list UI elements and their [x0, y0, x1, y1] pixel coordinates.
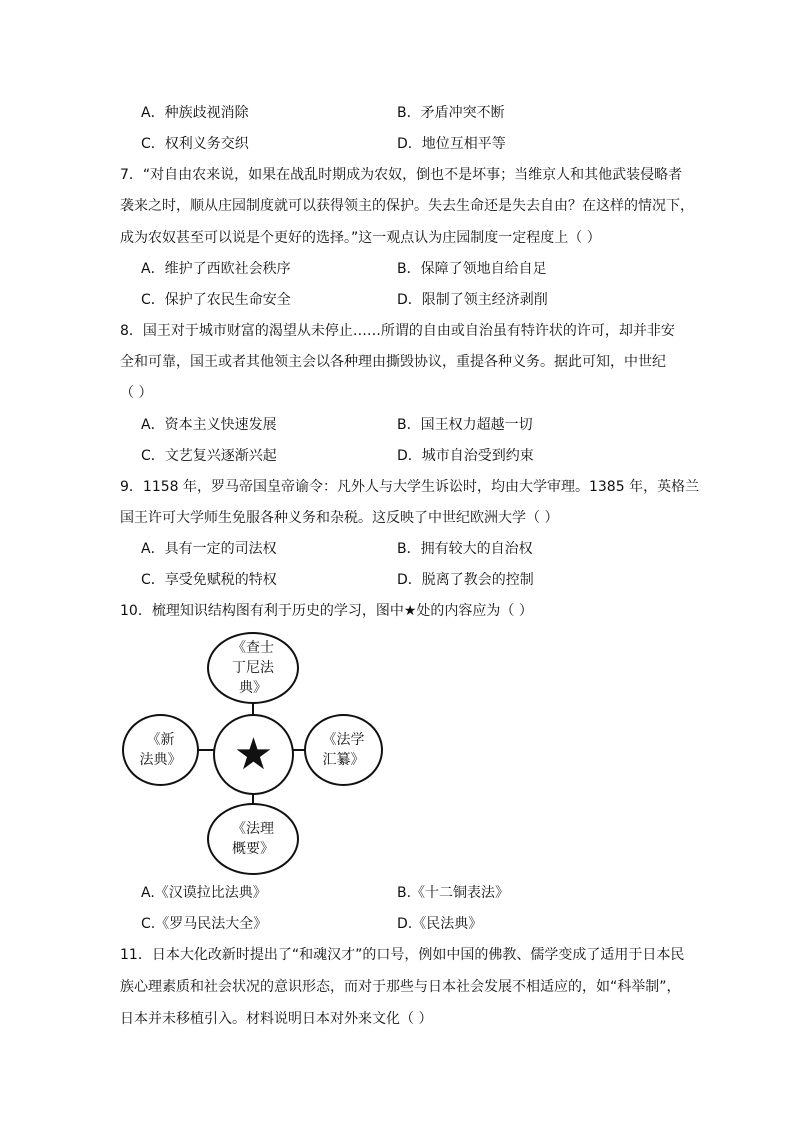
star-icon: ★	[233, 728, 274, 780]
q7-stem-line-1: 7．“对自由农来说，如果在战乱时期成为农奴，倒也不是坏事；当维京人和其他武装侵略者	[120, 167, 683, 183]
q6-option-c: C．权利义务交织	[141, 136, 249, 152]
node-right	[304, 714, 383, 786]
q10-option-b: B.《十二铜表法》	[397, 885, 510, 901]
q7-option-a: A．维护了西欧社会秩序	[141, 261, 291, 277]
node-top	[207, 632, 299, 704]
q10-stem-line-1: 10．梳理知识结构图有利于历史的学习，图中★处的内容应为（ ）	[120, 603, 533, 619]
q7-option-b: B．保障了领地自给自足	[397, 261, 547, 277]
q9-stem-line-1: 9．1158 年，罗马帝国皇帝谕令：凡外人与大学生诉讼时，均由大学审理。1385 年，英格兰	[120, 479, 700, 495]
q9-stem-line-2: 国王许可大学师生免服各种义务和杂税。这反映了中世纪欧洲大学（ ）	[120, 510, 559, 526]
node-center	[213, 714, 294, 795]
q7-option-c: C．保护了农民生命安全	[141, 292, 291, 308]
q6-option-d: D．地位互相平等	[397, 136, 506, 152]
q11-stem-line-1: 11．日本大化改新时提出了“和魂汉才”的口号，例如中国的佛教、儒学变成了适用于日本民	[120, 947, 685, 963]
q10-option-d: D.《民法典》	[397, 916, 483, 932]
q8-stem-line-3: （ ）	[120, 385, 153, 401]
q8-stem-line-1: 8．国王对于城市财富的渴望从未停止……所谓的自由或自治虽有特许状的许可，却并非安	[120, 323, 675, 339]
q10-option-a: A.《汉谟拉比法典》	[141, 885, 267, 901]
node-right-label: 《法学 汇纂》	[322, 732, 365, 768]
node-bottom-label: 《法理 概要》	[232, 821, 274, 857]
q8-stem-line-2: 全和可靠，国王或者其他领主会以各种理由撕毁协议，重提各种义务。据此可知，中世纪	[120, 354, 666, 370]
q9-option-d: D．脱离了教会的控制	[397, 572, 534, 588]
q8-option-a: A．资本主义快速发展	[141, 417, 277, 433]
q9-option-c: C．享受免赋税的特权	[141, 572, 277, 588]
q11-stem-line-3: 日本并未移植引入。材料说明日本对外来文化（ ）	[120, 1011, 433, 1027]
node-left	[122, 714, 199, 786]
q11-stem-line-2: 族心理素质和社会状况的意识形态，而对于那些与日本社会发展不相适应的，如“科举制”，	[120, 979, 681, 995]
q7-stem-line-3: 成为农奴甚至可以说是个更好的选择。”这一观点认为庄园制度一定程度上（ ）	[120, 230, 601, 246]
connector-left	[197, 749, 214, 751]
q8-option-d: D．城市自治受到约束	[397, 448, 534, 464]
q10-option-c: C.《罗马民法大全》	[141, 916, 268, 932]
q6-option-a: A．种族歧视消除	[141, 105, 249, 121]
node-left-label: 《新 法典》	[139, 732, 182, 768]
node-bottom	[207, 803, 299, 875]
q8-option-b: B．国王权力超越一切	[397, 417, 533, 433]
q8-option-c: C．文艺复兴逐渐兴起	[141, 448, 277, 464]
q6-option-b: B．矛盾冲突不断	[397, 105, 505, 121]
q9-option-b: B．拥有较大的自治权	[397, 541, 533, 557]
q7-option-d: D．限制了领主经济剥削	[397, 292, 548, 308]
node-top-label: 《查士 丁尼法 典》	[232, 640, 274, 696]
q9-option-a: A．具有一定的司法权	[141, 541, 277, 557]
q7-stem-line-2: 袭来之时，顺从庄园制度就可以获得领主的保护。失去生命还是失去自由？在这样的情况下，	[120, 198, 694, 214]
